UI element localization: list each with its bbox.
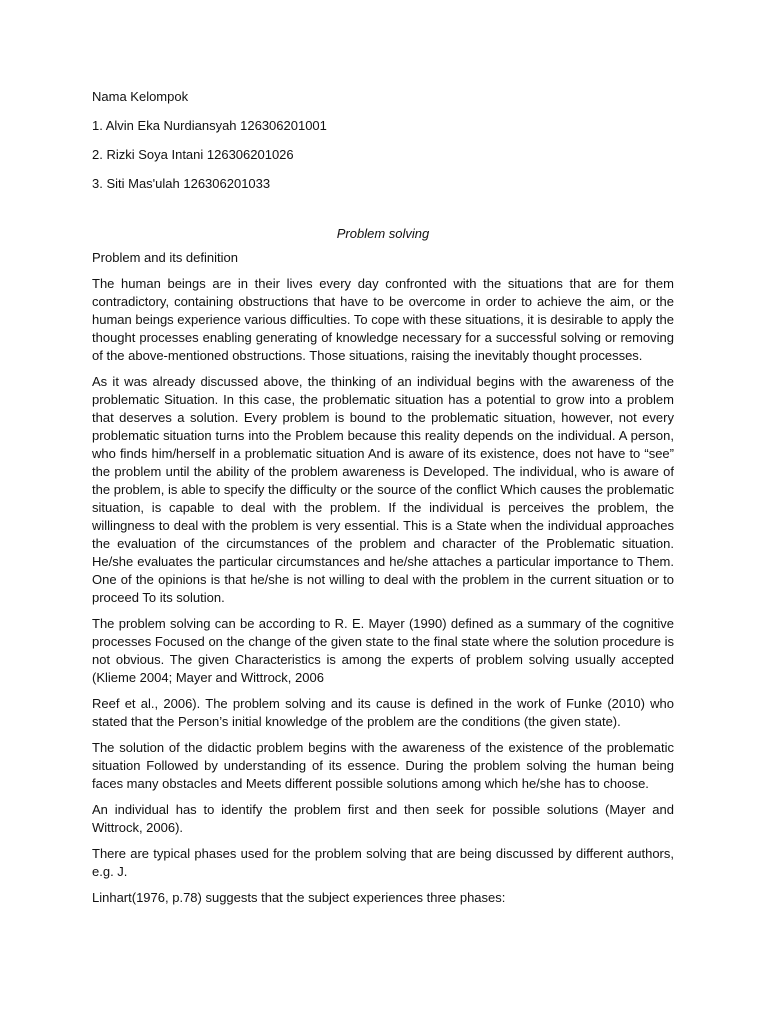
document-page [92, 88, 674, 907]
document-title: Problem solving [336, 226, 430, 241]
paragraph: The human beings are in their lives every day confronted with the situations that are for them contradictory, containing obstructions that have to be overcome in order to achieve the aim, or the human beings experience various difficulties. To cope with these situations, it is desirable to apply the thought processes enabling generating of knowledge necessary for a successful solving or removing of the above-mentioned obstructions. Those situations, raising the inevitably thought processes. [92, 276, 674, 363]
member-item: 1. Alvin Eka Nurdiansyah 126306201001 [92, 118, 327, 133]
paragraph: There are typical phases used for the problem solving that are being discussed by different authors, e.g. J. [92, 846, 674, 879]
paragraph: Linhart(1976, p.78) suggests that the subject experiences three phases: [92, 890, 506, 905]
paragraph: The solution of the didactic problem begins with the awareness of the existence of the problematic situation Followed by understanding of its essence. During the problem solving the human being faces many obstacles and Meets different possible solutions among which he/she has to choose. [92, 740, 674, 791]
paragraph: As it was already discussed above, the thinking of an individual begins with the awareness of the problematic Situation. In this case, the problematic situation has a potential to grow into a problem that deserves a solution. Every problem is bound to the problematic situation, however, not every problematic situation turns into the Problem because this reality depends on the individual. A person, who finds him/herself in a problematic situation And is aware of its existence, does not have to “see” the problem until the ability of the problem awareness is Developed. The individual, who is aware of the problem, is able to specify the difficulty or the source of the conflict Which causes the problematic situation, is capable to deal with the problem. If the individual is perceives the problem, the willingness to deal with the problem is very essential. This is a State when the individual approaches the evaluation of the circumstances of the problem and character of the Problematic situation. He/she evaluates the particular circumstances and he/she attaches a particular importance to Them. One of the opinions is that he/she is not willing to deal with the problem in the current situation or to proceed To its solution. [92, 374, 674, 605]
member-item: 3. Siti Mas'ulah 126306201033 [92, 176, 271, 191]
paragraph: An individual has to identify the problem first and then seek for possible solutions (Mayer and Wittrock, 2006). [92, 802, 674, 835]
member-item: 2. Rizki Soya Intani 126306201026 [92, 147, 294, 162]
group-label: Nama Kelompok [92, 89, 189, 104]
paragraph: Reef et al., 2006). The problem solving and its cause is defined in the work of Funke (2010) who stated that the Person’s initial knowledge of the problem are the conditions (the given state). [92, 696, 674, 729]
paragraph: The problem solving can be according to R. E. Mayer (1990) defined as a summary of the cognitive processes Focused on the change of the given state to the final state where the solution procedure is not obvious. The given Characteristics is among the experts of problem solving usually accepted (Klieme 2004; Mayer and Wittrock, 2006 [92, 616, 674, 685]
section-heading: Problem and its definition [92, 250, 238, 265]
